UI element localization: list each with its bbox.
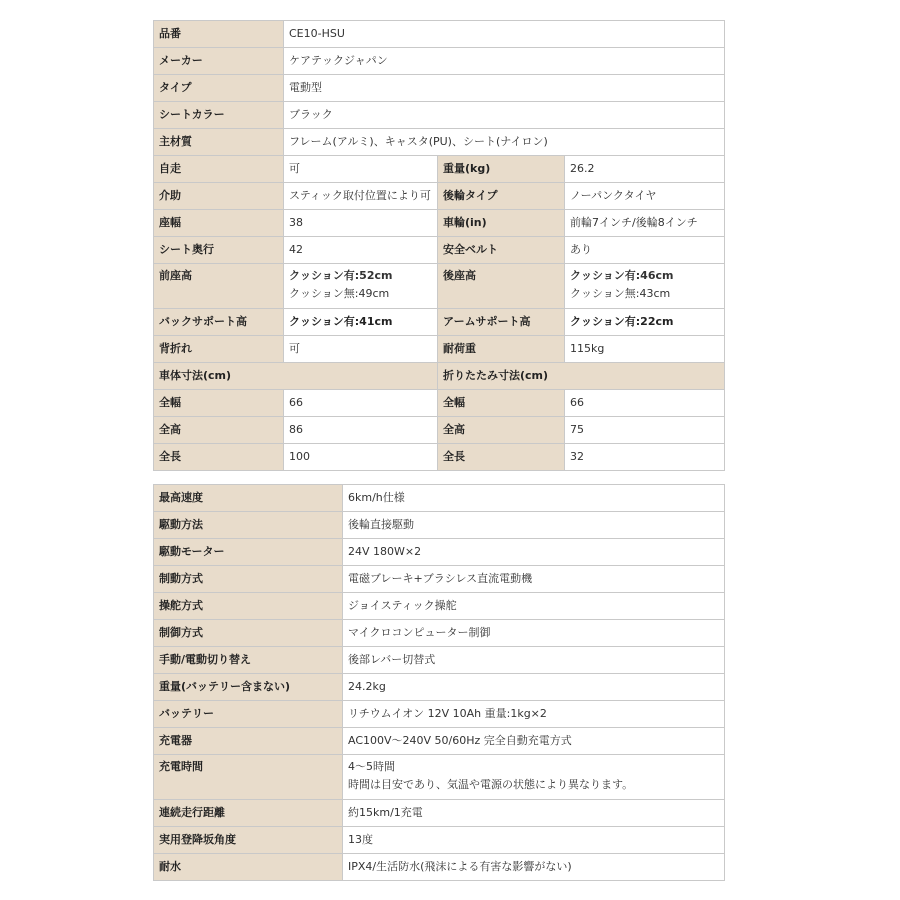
value-line: 時間は目安であり、気温や電源の状態により異なります。 [348,778,634,791]
table-row [154,183,725,210]
cell-label: 駆動モーター [154,539,343,566]
cell-label: 耐荷重 [438,336,565,363]
cell-value: 後輪直接駆動 [343,512,725,539]
table-row [154,21,725,48]
table-row [154,75,725,102]
table-row [154,444,725,471]
cell-value: 66 [565,390,725,417]
cell-value: AC100V〜240V 50/60Hz 完全自動充電方式 [343,728,725,755]
cell-label: 介助 [154,183,284,210]
table-row [154,701,725,728]
cell-value: 115kg [565,336,725,363]
cell-value: 前輪7インチ/後輪8インチ [565,210,725,237]
table-row [154,309,725,336]
cell-value: CE10-HSU [284,21,725,48]
cell-value: あり [565,237,725,264]
cell-label: 充電器 [154,728,343,755]
table-row [154,854,725,881]
cell-value: リチウムイオン 12V 10Ah 重量:1kg×2 [343,701,725,728]
cell-label: 全長 [154,444,284,471]
section-header-row [154,363,725,390]
cell-value: ブラック [284,102,725,129]
cell-value: ノーパンクタイヤ [565,183,725,210]
value-line: クッション有:52cm [289,269,393,282]
table-row [154,539,725,566]
value-line: クッション無:49cm [289,287,390,300]
table-row [154,485,725,512]
cell-label: 座幅 [154,210,284,237]
cell-label: 手動/電動切り替え [154,647,343,674]
cell-value [284,264,438,309]
cell-label: 背折れ [154,336,284,363]
cell-label: 自走 [154,156,284,183]
cell-value: 66 [284,390,438,417]
cell-label: 充電時間 [154,755,343,800]
cell-label: シートカラー [154,102,284,129]
cell-label: メーカー [154,48,284,75]
spec-table-1 [153,20,725,471]
table-row [154,827,725,854]
cell-value: 6km/h仕様 [343,485,725,512]
cell-label: 後輪タイプ [438,183,565,210]
table-row [154,674,725,701]
cell-label: シート奥行 [154,237,284,264]
cell-label: バックサポート高 [154,309,284,336]
cell-label: 連続走行距離 [154,800,343,827]
cell-value: 24V 180W×2 [343,539,725,566]
cell-value: スティック取付位置により可 [284,183,438,210]
cell-label: 重量(kg) [438,156,565,183]
cell-value: 26.2 [565,156,725,183]
cell-value: 86 [284,417,438,444]
value-line: クッション無:43cm [570,287,671,300]
cell-value: 可 [284,336,438,363]
table-row [154,390,725,417]
value-line: 4〜5時間 [348,760,395,773]
table-row [154,755,725,800]
table-row [154,48,725,75]
cell-value: 後部レバー切替式 [343,647,725,674]
cell-label: 全幅 [438,390,565,417]
cell-label: 後座高 [438,264,565,309]
cell-value: フレーム(アルミ)、キャスタ(PU)、シート(ナイロン) [284,129,725,156]
cell-label: 全長 [438,444,565,471]
cell-value: 13度 [343,827,725,854]
cell-value: ケアテックジャパン [284,48,725,75]
table-row [154,512,725,539]
cell-label: 実用登降坂角度 [154,827,343,854]
cell-label: 重量(バッテリー含まない) [154,674,343,701]
table-row [154,566,725,593]
cell-label: バッテリー [154,701,343,728]
table-row [154,210,725,237]
cell-label: アームサポート高 [438,309,565,336]
cell-value: 32 [565,444,725,471]
cell-value [343,755,725,800]
cell-label: 全幅 [154,390,284,417]
cell-value: IPX4/生活防水(飛沫による有害な影響がない) [343,854,725,881]
cell-label: 品番 [154,21,284,48]
section-header-body-dimensions: 車体寸法(cm) [154,363,438,390]
spec-table-2 [153,484,725,881]
table-row [154,593,725,620]
cell-value: 約15km/1充電 [343,800,725,827]
table-row [154,102,725,129]
cell-label: 最高速度 [154,485,343,512]
table-row [154,237,725,264]
cell-value: 42 [284,237,438,264]
cell-value: 38 [284,210,438,237]
cell-label: 全高 [438,417,565,444]
cell-label: 全高 [154,417,284,444]
cell-label: 耐水 [154,854,343,881]
cell-value: クッション有:22cm [565,309,725,336]
table-row [154,728,725,755]
cell-value: 75 [565,417,725,444]
table-row [154,647,725,674]
cell-label: 主材質 [154,129,284,156]
cell-label: 安全ベルト [438,237,565,264]
cell-label: 制動方式 [154,566,343,593]
cell-value: 可 [284,156,438,183]
section-header-folded-dimensions: 折りたたみ寸法(cm) [438,363,725,390]
cell-value: クッション有:41cm [284,309,438,336]
cell-label: 前座高 [154,264,284,309]
cell-value [565,264,725,309]
cell-label: 操舵方式 [154,593,343,620]
cell-value: マイクロコンピューター制御 [343,620,725,647]
table-row [154,264,725,309]
table-row [154,156,725,183]
table-row [154,417,725,444]
cell-value: 電動型 [284,75,725,102]
table-row [154,800,725,827]
cell-label: タイプ [154,75,284,102]
cell-value: 電磁ブレーキ+ブラシレス直流電動機 [343,566,725,593]
cell-label: 制御方式 [154,620,343,647]
cell-label: 駆動方法 [154,512,343,539]
table-row [154,336,725,363]
table-row [154,129,725,156]
cell-value: 24.2kg [343,674,725,701]
value-line: クッション有:46cm [570,269,674,282]
table-row [154,620,725,647]
cell-label: 車輪(in) [438,210,565,237]
cell-value: ジョイスティック操舵 [343,593,725,620]
cell-value: 100 [284,444,438,471]
